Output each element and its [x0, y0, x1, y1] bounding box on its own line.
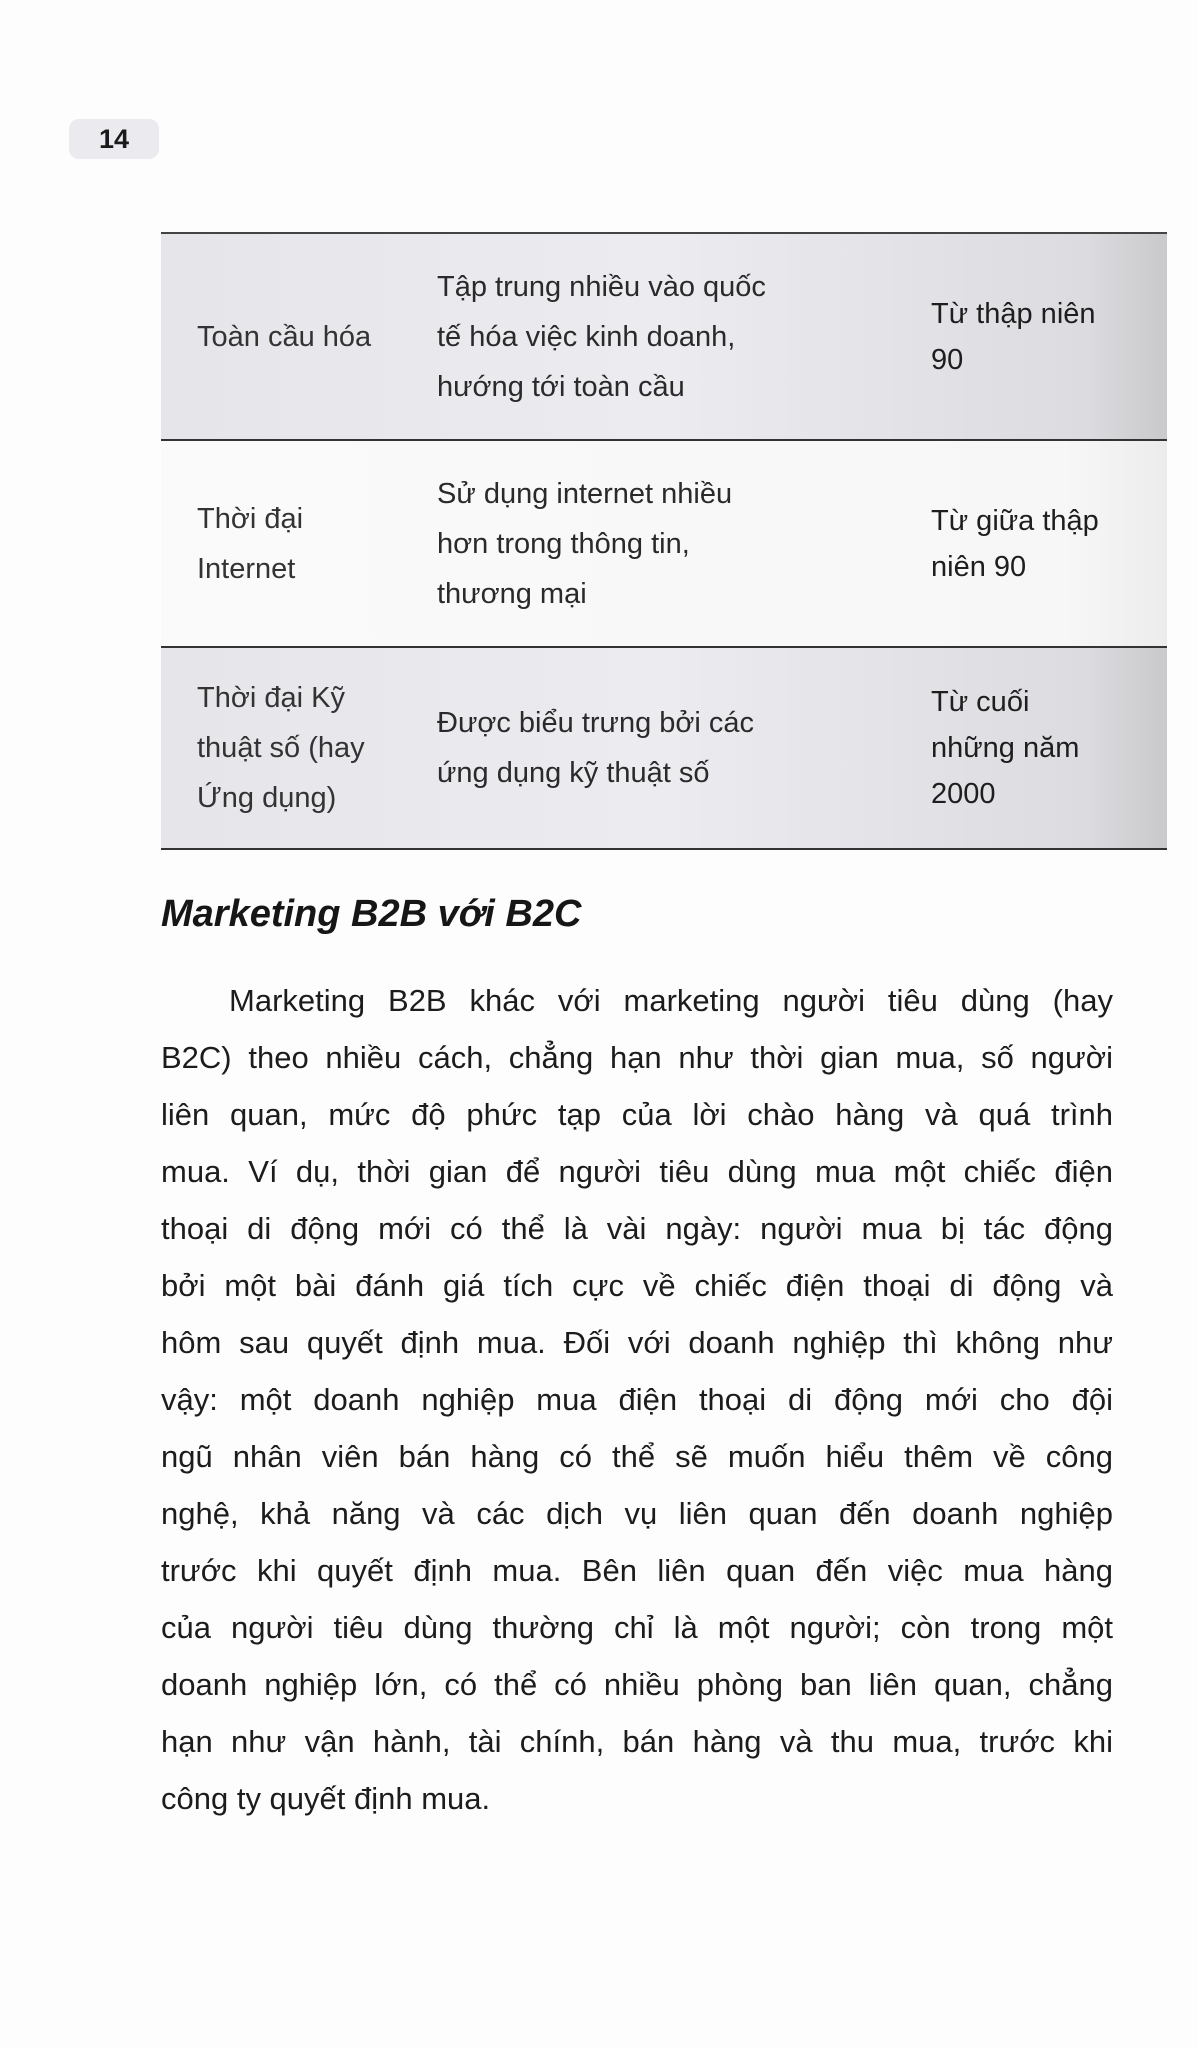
- description-line: thương mại: [437, 577, 587, 610]
- era-cell: [161, 673, 421, 823]
- description-line: hướng tới toàn cầu: [437, 370, 685, 403]
- table-row: [161, 441, 1167, 648]
- paragraph-line: hạn như vận hành, tài chính, bán hàng và thu mua, trước khi: [161, 1724, 1113, 1759]
- description-line: Tập trung nhiều vào quốc: [437, 270, 766, 303]
- period-cell: [911, 291, 1167, 383]
- era-line: Toàn cầu hóa: [197, 320, 372, 353]
- paragraph-line: ngũ nhân viên bán hàng có thể sẽ muốn hiểu thêm về công: [161, 1439, 1113, 1474]
- period-line: Từ cuối: [931, 686, 1030, 718]
- description-cell: [421, 262, 911, 412]
- era-line: Internet: [197, 552, 296, 585]
- eras-table: [161, 232, 1167, 850]
- description-line: ứng dụng kỹ thuật số: [437, 757, 710, 789]
- paragraph-line: liên quan, mức độ phức tạp của lời chào hàng và quá trình: [161, 1097, 1113, 1132]
- era-cell: [161, 312, 421, 362]
- era-line: Thời đại: [197, 502, 304, 535]
- table-row: [161, 648, 1167, 850]
- paragraph-line: công ty quyết định mua.: [161, 1781, 491, 1816]
- paragraph-line: mua. Ví dụ, thời gian để người tiêu dùng mua một chiếc điện: [161, 1154, 1113, 1189]
- period-line: những năm: [931, 732, 1080, 764]
- paragraph-line: doanh nghiệp lớn, có thể có nhiều phòng ban liên quan, chẳng: [161, 1667, 1113, 1702]
- description-line: Sử dụng internet nhiều: [437, 477, 733, 510]
- section-heading: Marketing B2B với B2C: [161, 893, 582, 935]
- paragraph-line: nghệ, khả năng và các dịch vụ liên quan đến doanh nghiệp: [161, 1496, 1113, 1531]
- period-cell: [911, 679, 1167, 817]
- period-cell: [911, 498, 1167, 590]
- page-number: 14: [69, 119, 159, 159]
- table-row: [161, 234, 1167, 441]
- era-line: thuật số (hay: [197, 732, 365, 764]
- description-line: Được biểu trưng bởi các: [437, 707, 755, 739]
- description-cell: [421, 469, 911, 619]
- period-line: niên 90: [931, 550, 1027, 583]
- paragraph-line: bởi một bài đánh giá tích cực về chiếc điện thoại di động và: [161, 1268, 1113, 1303]
- paragraph-line: hôm sau quyết định mua. Đối với doanh nghiệp thì không như: [161, 1325, 1113, 1360]
- paragraph-line: thoại di động mới có thể là vài ngày: người mua bị tác động: [161, 1211, 1113, 1246]
- period-line: 90: [931, 343, 964, 376]
- era-line: Thời đại Kỹ: [197, 682, 345, 714]
- period-line: 2000: [931, 778, 996, 810]
- paragraph-line: vậy: một doanh nghiệp mua điện thoại di động mới cho đội: [161, 1382, 1113, 1417]
- era-cell: [161, 494, 421, 594]
- paragraph-line: Marketing B2B khác với marketing người tiêu dùng (hay: [229, 983, 1113, 1018]
- paragraph-line: B2C) theo nhiều cách, chẳng hạn như thời gian mua, số người: [161, 1040, 1113, 1075]
- body-paragraph: [161, 972, 1113, 1827]
- paragraph-line: trước khi quyết định mua. Bên liên quan đến việc mua hàng: [161, 1553, 1113, 1588]
- era-line: Ứng dụng): [197, 782, 337, 814]
- period-line: Từ giữa thập: [931, 504, 1099, 537]
- description-cell: [421, 698, 911, 798]
- description-line: hơn trong thông tin,: [437, 527, 690, 560]
- description-line: tế hóa việc kinh doanh,: [437, 320, 736, 353]
- period-line: Từ thập niên: [931, 297, 1096, 330]
- paragraph-line: của người tiêu dùng thường chỉ là một người; còn trong một: [161, 1610, 1113, 1645]
